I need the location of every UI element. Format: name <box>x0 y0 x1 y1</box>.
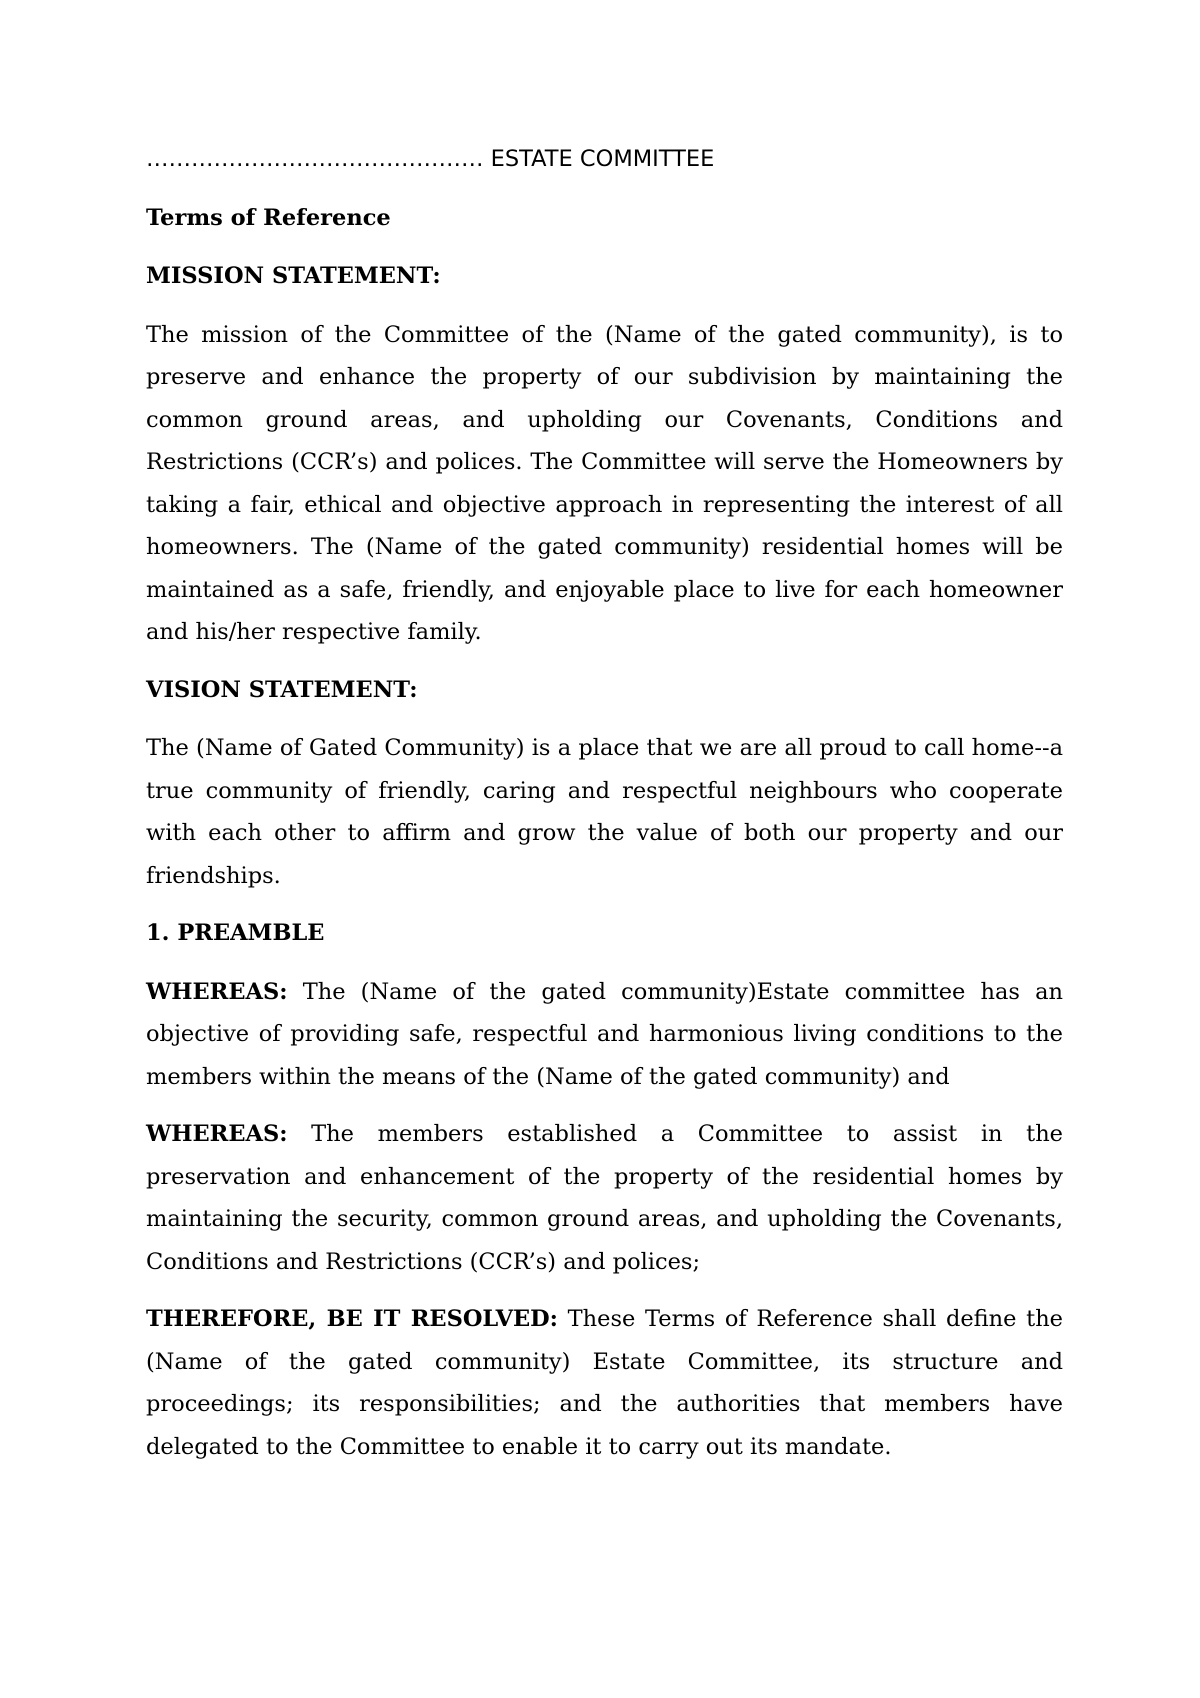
resolved-label: THEREFORE, BE IT RESOLVED: <box>146 1306 558 1332</box>
mission-statement-heading: MISSION STATEMENT: <box>146 263 441 289</box>
whereas-text-1: The (Name of the gated community)Estate committee has an objective of providing safe, respectful and harmonious living conditions to the members within the means of the (Name of the gated community) and <box>146 978 1063 1090</box>
title-estate-committee: ESTATE COMMITTEE <box>490 146 715 172</box>
whereas-paragraph-1 <box>146 971 1063 1099</box>
mission-statement-body: The mission of the Committee of the (Name of the gated community), is to preserve and enhance the property of our subdivision by maintaining the common ground areas, and upholding our Covenants, Conditions and Restrictions (CCR’s) and polices. The Committee will serve the Homeowners by taking a fair, ethical and objective approach in representing the interest of all homeowners. The (Name of the gated community) residential homes will be maintained as a safe, friendly, and enjoyable place to live for each homeowner and his/her respective family. <box>146 321 1063 645</box>
resolved-paragraph <box>146 1298 1063 1468</box>
terms-of-reference-heading: Terms of Reference <box>146 204 391 231</box>
vision-statement-heading: VISION STATEMENT: <box>146 676 418 703</box>
whereas-paragraph-2 <box>146 1113 1063 1283</box>
document-content <box>146 138 1063 1483</box>
title-placeholder-dots: ……………………………………… <box>146 146 484 172</box>
estate-committee-title <box>146 138 1063 181</box>
whereas-label-2: WHEREAS: <box>146 1121 288 1147</box>
preamble-heading: 1. PREAMBLE <box>146 920 325 946</box>
whereas-label-1: WHEREAS: <box>146 978 288 1005</box>
vision-statement-body: The (Name of Gated Community) is a place that we are all proud to call home--a true community of friendly, caring and respectful neighbours who cooperate with each other to affirm and grow the value of both our property and our friendships. <box>146 735 1063 889</box>
resolved-text: These Terms of Reference shall define the (Name of the gated community) Estate Committee, its structure and proceedings; its responsibilities; and the authorities that members have delegated to the Committee to enable it to carry out its mandate. <box>146 1306 1063 1460</box>
whereas-text-2: The members established a Committee to assist in the preservation and enhancement of the property of the residential homes by maintaining the security, common ground areas, and upholding the Covenants, Conditions and Restrictions (CCR’s) and polices; <box>146 1121 1063 1275</box>
